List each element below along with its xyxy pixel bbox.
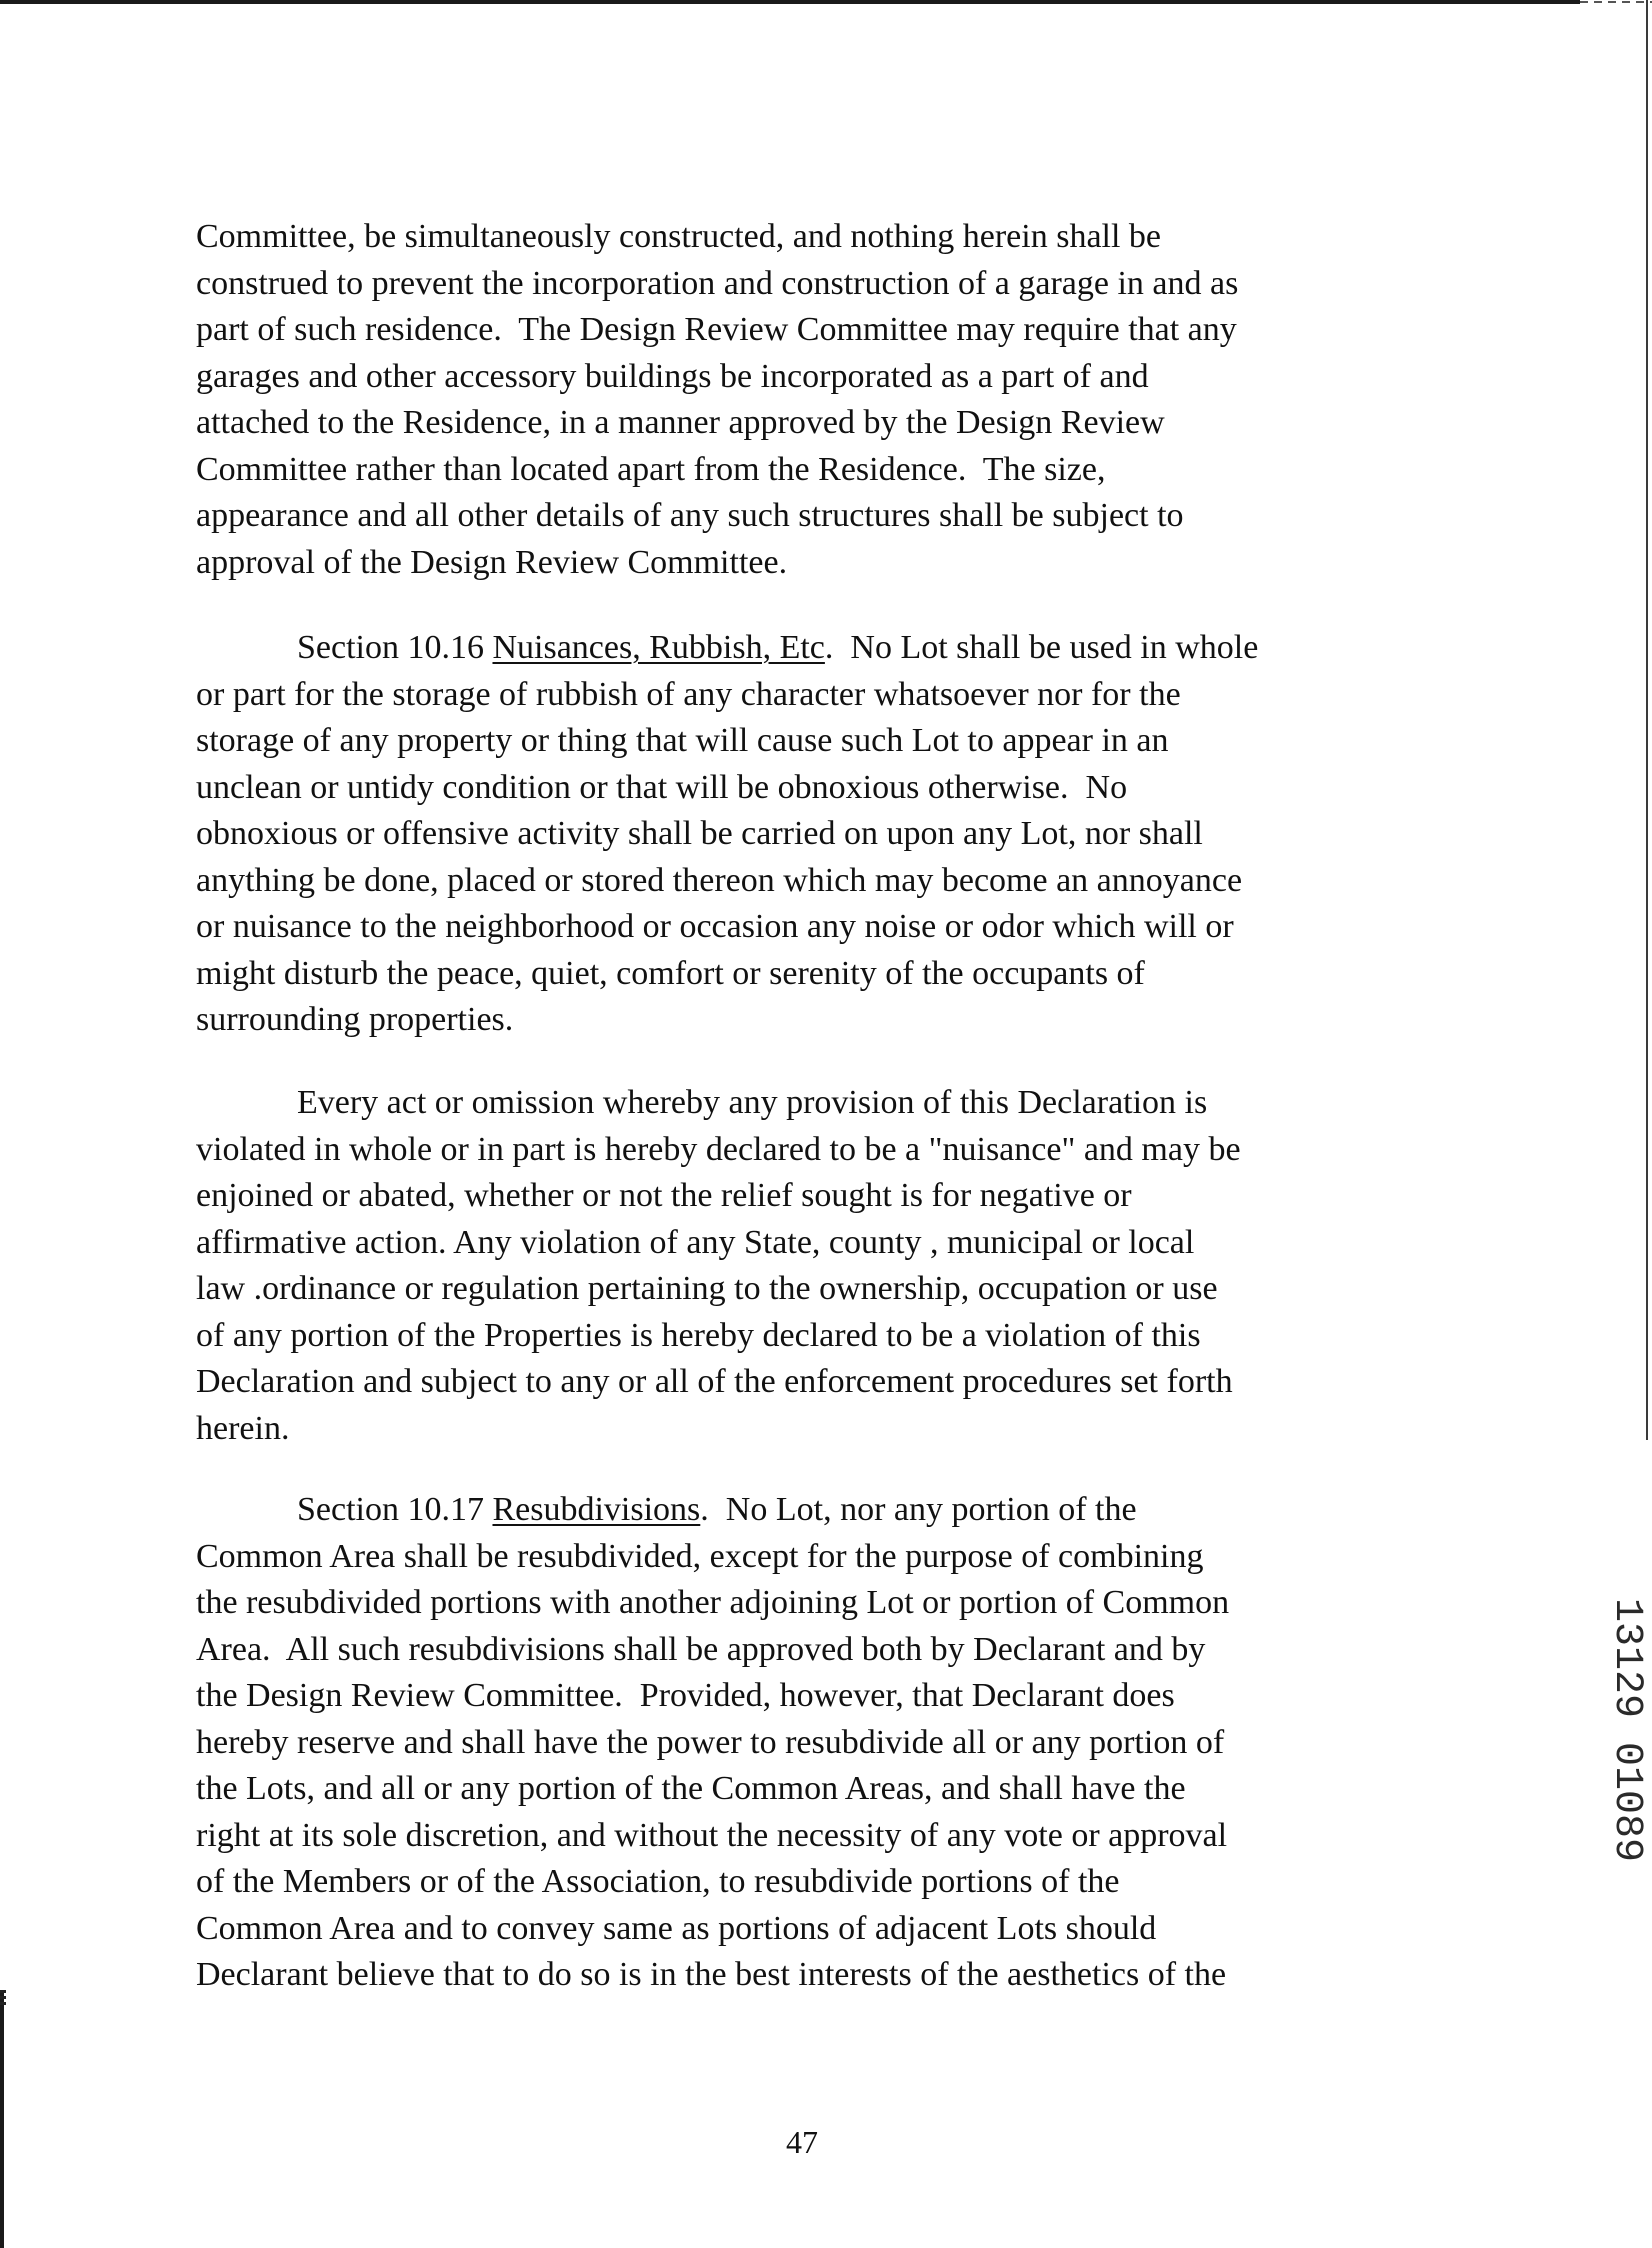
section-lead-line [196, 625, 1456, 672]
text-line: the resubdivided portions with another adjoining Lot or portion of Common [196, 1584, 1230, 1621]
text-line: Common Area shall be resubdivided, except for the purpose of combining [196, 1537, 1204, 1575]
text-line: unclean or untidy condition or that will be obnoxious otherwise. No [196, 768, 1128, 806]
text-line: Declaration and subject to any or all of the enforcement procedures set forth [196, 1363, 1233, 1400]
text-line: anything be done, placed or stored thereon which may become an annoyance [196, 861, 1243, 899]
text-line: or part for the storage of rubbish of any character whatsoever nor for the [196, 675, 1181, 713]
scan-mark-left [0, 1990, 6, 2006]
text-line: storage of any property or thing that will cause such Lot to appear in an [196, 722, 1169, 759]
section-10-17 [196, 1487, 1456, 1999]
text-line: Committee rather than located apart from the Residence. The size, [196, 450, 1106, 488]
text-line: part of such residence. The Design Review Committee may require that any [196, 311, 1237, 348]
text-line: affirmative action. Any violation of any State, county , municipal or local [196, 1223, 1195, 1261]
section-lead-text: . No Lot shall be used in whole [824, 629, 1259, 666]
section-heading: Nuisances, Rubbish, Etc [492, 629, 825, 666]
margin-recording-stamp: 13129 01089 [1604, 1598, 1649, 1863]
scan-edge-top [0, 0, 1580, 4]
text-line: of the Members or of the Association, to resubdivide portions of the [196, 1863, 1120, 1900]
scan-edge-top-dash [1580, 1, 1652, 3]
text-line: construed to prevent the incorporation and construction of a garage in and as [196, 264, 1239, 302]
text-line: Common Area and to convey same as portions of adjacent Lots should [196, 1909, 1157, 1947]
text-line: law .ordinance or regulation pertaining to the ownership, occupation or use [196, 1270, 1218, 1307]
section-label: Section 10.16 [297, 629, 493, 666]
scan-edge-right [1646, 0, 1648, 1440]
section-lead-text: . No Lot, nor any portion of the [700, 1491, 1137, 1528]
text-line: Declarant believe that to do so is in the best interests of the aesthetics of the [196, 1956, 1227, 1993]
text-line: the Lots, and all or any portion of the Common Areas, and shall have the [196, 1770, 1186, 1807]
page-number: 47 [786, 2124, 818, 2160]
text-line: violated in whole or in part is hereby declared to be a "nuisance" and may be [196, 1130, 1241, 1168]
section-label: Section 10.17 [297, 1491, 493, 1528]
text-line: attached to the Residence, in a manner approved by the Design Review [196, 404, 1165, 441]
text-line: right at its sole discretion, and without the necessity of any vote or approval [196, 1816, 1228, 1854]
text-line: might disturb the peace, quiet, comfort or serenity of the occupants of [196, 954, 1145, 992]
text-line: the Design Review Committee. Provided, however, that Declarant does [196, 1677, 1175, 1714]
text-line: herein. [196, 1409, 290, 1447]
scan-edge-left [0, 1990, 4, 2248]
text-line: approval of the Design Review Committee. [196, 543, 788, 581]
paragraph-garages [196, 214, 1456, 586]
paragraph-nuisance-definition [196, 1080, 1456, 1452]
text-line: hereby reserve and shall have the power to resubdivide all or any portion of [196, 1723, 1225, 1761]
text-line: garages and other accessory buildings be incorporated as a part of and [196, 357, 1149, 395]
section-10-16 [196, 625, 1456, 1044]
text-line: of any portion of the Properties is hereby declared to be a violation of this [196, 1316, 1201, 1354]
text-line: or nuisance to the neighborhood or occasion any noise or odor which will or [196, 908, 1234, 945]
text-line: Area. All such resubdivisions shall be approved both by Declarant and by [196, 1630, 1206, 1668]
section-lead-line [196, 1487, 1456, 1534]
text-line: surrounding properties. [196, 1001, 514, 1038]
text-line: enjoined or abated, whether or not the relief sought is for negative or [196, 1177, 1132, 1214]
text-line: Committee, be simultaneously constructed, and nothing herein shall be [196, 218, 1162, 255]
text-line: obnoxious or offensive activity shall be carried on upon any Lot, nor shall [196, 815, 1203, 852]
section-heading: Resubdivisions [492, 1491, 701, 1528]
text-line: Every act or omission whereby any provision of this Declaration is [297, 1084, 1208, 1121]
text-line: appearance and all other details of any such structures shall be subject to [196, 497, 1184, 534]
